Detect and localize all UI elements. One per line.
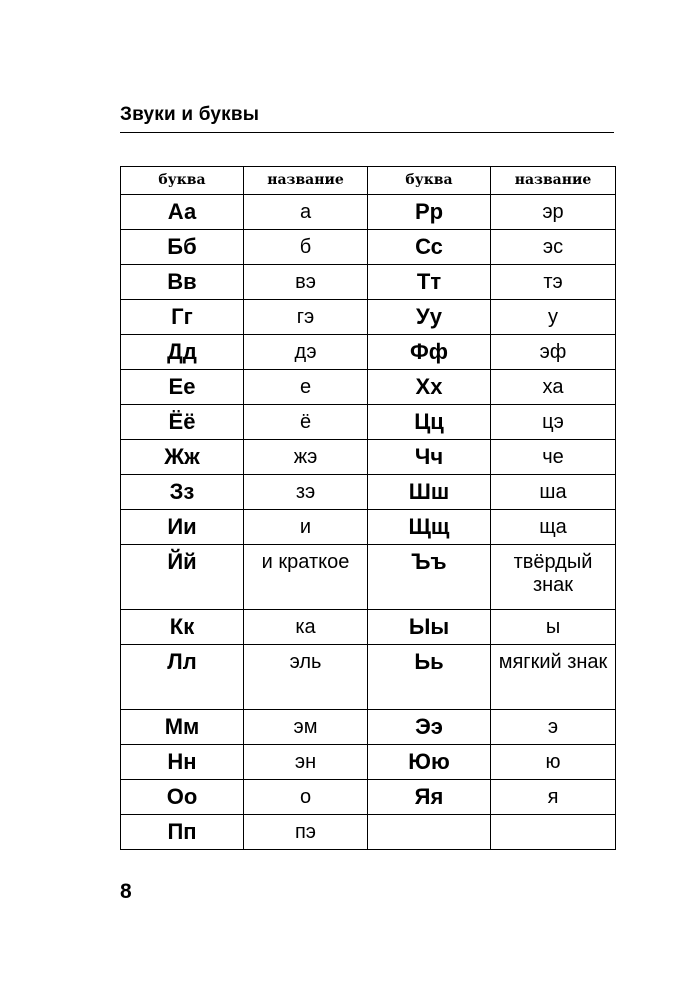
letter-cell: Цц <box>368 405 491 440</box>
column-header-letter: буква <box>121 167 244 195</box>
letter-name-cell: о <box>244 780 368 815</box>
column-header-name: название <box>244 167 368 195</box>
letter-cell: Гг <box>121 300 244 335</box>
letter-cell: Йй <box>121 545 244 610</box>
letter-name-cell: ща <box>491 510 616 545</box>
letter-name-cell: эм <box>244 710 368 745</box>
letter-cell: Хх <box>368 370 491 405</box>
letter-cell: Зз <box>121 475 244 510</box>
page-number: 8 <box>120 880 132 903</box>
letter-name-cell: твёрдый знак <box>491 545 616 610</box>
letter-cell <box>368 815 491 850</box>
title-divider <box>120 132 614 133</box>
letter-name-cell: эс <box>491 230 616 265</box>
letter-cell: Дд <box>121 335 244 370</box>
letter-cell: Щщ <box>368 510 491 545</box>
letter-name-cell: я <box>491 780 616 815</box>
letter-name-cell: у <box>491 300 616 335</box>
table-row <box>121 370 616 405</box>
letter-name-cell: и краткое <box>244 545 368 610</box>
letter-cell: Ее <box>121 370 244 405</box>
table-row <box>121 710 616 745</box>
letter-cell: Юю <box>368 745 491 780</box>
letter-name-cell: гэ <box>244 300 368 335</box>
table-row <box>121 230 616 265</box>
letter-cell: Рр <box>368 195 491 230</box>
letter-cell: Чч <box>368 440 491 475</box>
column-header-name: название <box>491 167 616 195</box>
table-row <box>121 545 616 610</box>
letter-cell: Лл <box>121 645 244 710</box>
letter-cell: Оо <box>121 780 244 815</box>
table-row <box>121 610 616 645</box>
letter-name-cell: б <box>244 230 368 265</box>
letter-name-cell: ха <box>491 370 616 405</box>
table-row <box>121 745 616 780</box>
column-header-letter: буква <box>368 167 491 195</box>
letter-name-cell: вэ <box>244 265 368 300</box>
table-row <box>121 335 616 370</box>
table-row <box>121 815 616 850</box>
letter-cell: Тт <box>368 265 491 300</box>
letter-name-cell: е <box>244 370 368 405</box>
letter-cell: Ёё <box>121 405 244 440</box>
letter-name-cell: ша <box>491 475 616 510</box>
letter-name-cell: цэ <box>491 405 616 440</box>
letter-name-cell: эф <box>491 335 616 370</box>
alphabet-table <box>120 166 616 850</box>
letter-name-cell: ка <box>244 610 368 645</box>
letter-cell: Ыы <box>368 610 491 645</box>
letter-name-cell: а <box>244 195 368 230</box>
letter-name-cell: э <box>491 710 616 745</box>
letter-name-cell: ю <box>491 745 616 780</box>
letter-cell: Нн <box>121 745 244 780</box>
letter-cell: Ээ <box>368 710 491 745</box>
letter-name-cell <box>491 815 616 850</box>
letter-cell: Кк <box>121 610 244 645</box>
letter-name-cell: эр <box>491 195 616 230</box>
letter-cell: Ии <box>121 510 244 545</box>
letter-cell: Фф <box>368 335 491 370</box>
letter-cell: Шш <box>368 475 491 510</box>
letter-cell: Ьь <box>368 645 491 710</box>
table-row <box>121 300 616 335</box>
table-row <box>121 475 616 510</box>
letter-name-cell: и <box>244 510 368 545</box>
letter-cell: Сс <box>368 230 491 265</box>
letter-cell: Пп <box>121 815 244 850</box>
letter-name-cell: ы <box>491 610 616 645</box>
letter-name-cell: зэ <box>244 475 368 510</box>
table-row <box>121 645 616 710</box>
letter-cell: Аа <box>121 195 244 230</box>
table-row <box>121 195 616 230</box>
letter-name-cell: жэ <box>244 440 368 475</box>
letter-cell: Ъъ <box>368 545 491 610</box>
letter-name-cell: эль <box>244 645 368 710</box>
letter-name-cell: пэ <box>244 815 368 850</box>
letter-cell: Уу <box>368 300 491 335</box>
letter-cell: Вв <box>121 265 244 300</box>
letter-cell: Жж <box>121 440 244 475</box>
table-row <box>121 440 616 475</box>
table-header-row <box>121 167 616 195</box>
table-row <box>121 405 616 440</box>
letter-name-cell: че <box>491 440 616 475</box>
section-title: Звуки и буквы <box>120 104 260 125</box>
letter-cell: Бб <box>121 230 244 265</box>
table-row <box>121 780 616 815</box>
table-row <box>121 510 616 545</box>
letter-name-cell: дэ <box>244 335 368 370</box>
letter-cell: Яя <box>368 780 491 815</box>
letter-name-cell: ё <box>244 405 368 440</box>
letter-name-cell: мягкий знак <box>491 645 616 710</box>
table-row <box>121 265 616 300</box>
letter-name-cell: тэ <box>491 265 616 300</box>
letter-name-cell: эн <box>244 745 368 780</box>
letter-cell: Мм <box>121 710 244 745</box>
